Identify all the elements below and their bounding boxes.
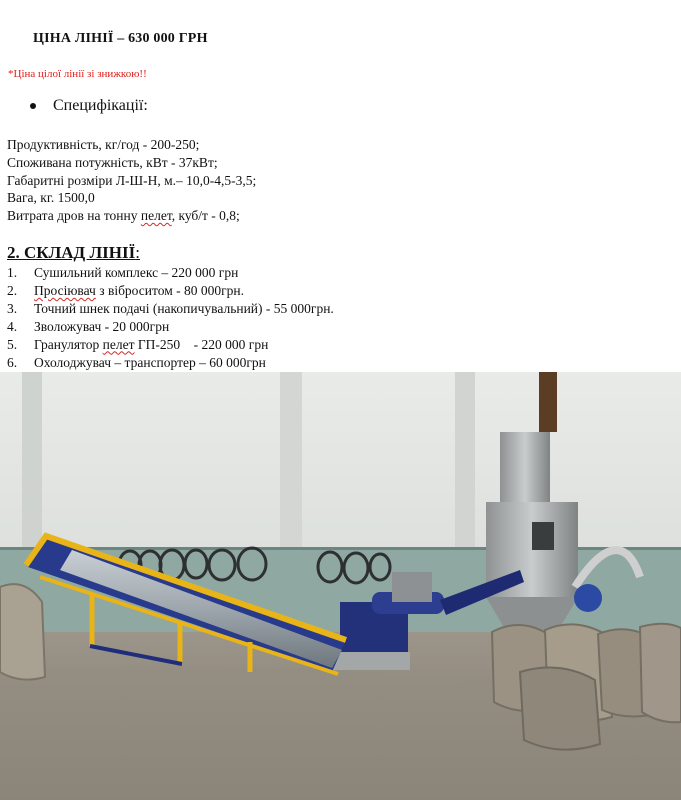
spec-line: Габаритні розміри Л-Ш-Н, м.– 10,0-4,5-3,5; [7, 172, 257, 188]
composition-heading [7, 243, 140, 263]
item-number: 1. [7, 265, 18, 280]
production-line-photo [0, 372, 681, 800]
item-text: Зволожувач - 20 000грн [34, 318, 170, 334]
list-item [7, 318, 334, 336]
price-heading: ЦІНА ЛІНІЇ – 630 000 ГРН [33, 31, 208, 46]
composition-colon: : [135, 243, 140, 262]
composition-list [7, 264, 334, 371]
spec-line: Споживана потужність, кВт - 37кВт; [7, 154, 218, 170]
list-item [7, 336, 334, 354]
photo-illustration [0, 372, 681, 800]
discount-note: *Ціна цілої лінії зі знижкою!! [8, 68, 147, 80]
item-text: з віброситом - 80 000грн. [95, 282, 245, 298]
list-item [7, 264, 334, 282]
spec-line: Продуктивність, кг/год - 200-250; [7, 137, 200, 152]
composition-title: 2. СКЛАД ЛІНІЇ [7, 243, 136, 262]
list-item [7, 282, 334, 300]
control-box [392, 572, 432, 602]
spec-line: Вага, кг. 1500,0 [7, 190, 95, 206]
item-text: Охолоджувач – транспортер – 60 000грн [34, 354, 266, 370]
item-number: 6. [7, 354, 18, 370]
silo-column [500, 432, 550, 512]
spellcheck-word: Просіювач [34, 282, 96, 298]
spellcheck-word: пелет [102, 336, 135, 352]
item-text: ГП-250 - 220 000 грн [134, 336, 269, 352]
list-item [7, 300, 334, 318]
item-number: 3. [7, 300, 18, 316]
specifications-bullet [30, 97, 148, 115]
fuel-prefix: Витрата дров на тонну [7, 208, 141, 224]
item-number: 5. [7, 336, 18, 352]
bullet-dot-icon [30, 103, 36, 109]
silo-vent [532, 522, 554, 550]
list-item [7, 354, 334, 372]
specifications-list [7, 136, 256, 225]
item-text: Сушильний комплекс – 220 000 грн [34, 265, 239, 280]
blower-fan [574, 584, 602, 612]
spellcheck-word: пелет [140, 208, 172, 224]
sacks-left [0, 584, 45, 679]
item-number: 2. [7, 282, 18, 298]
specifications-label: Специфікації: [53, 97, 148, 114]
item-text: Точний шнек подачі (накопичувальний) - 55 000грн. [34, 300, 334, 316]
fuel-suffix: , куб/т - 0,8; [171, 208, 240, 224]
item-number: 4. [7, 318, 18, 334]
spec-line [7, 207, 256, 225]
pelletizer-base [330, 652, 410, 670]
wall-stripe [0, 547, 681, 550]
item-text: Гранулятор [34, 336, 103, 352]
